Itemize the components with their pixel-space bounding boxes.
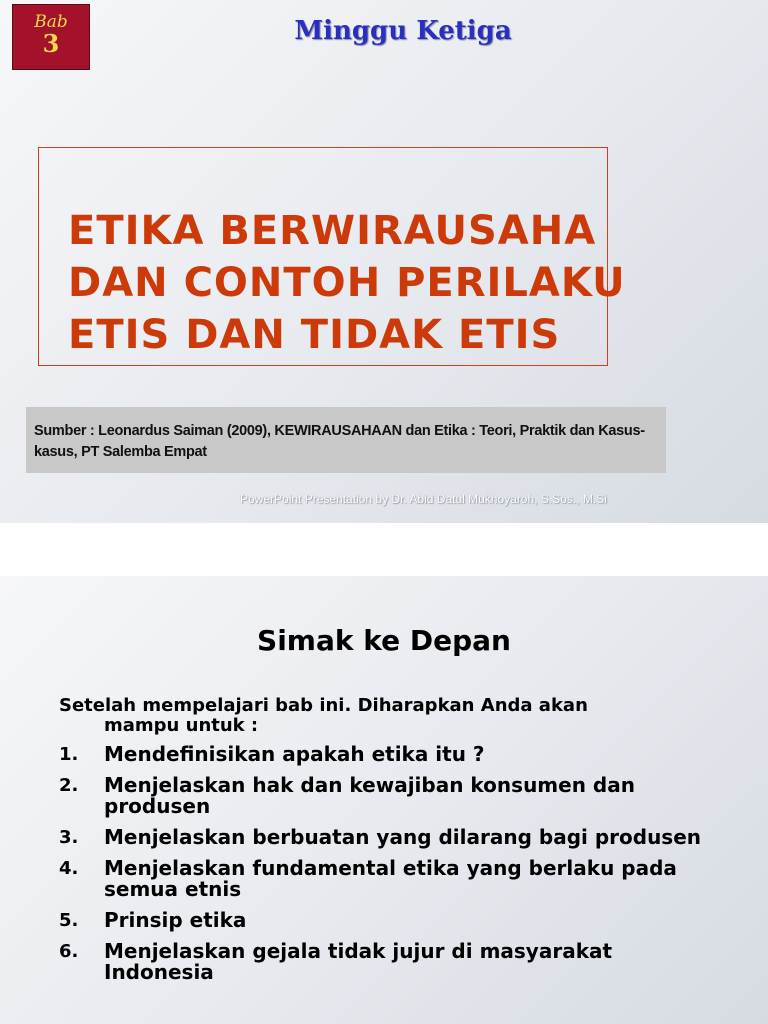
item-number: 2. — [59, 775, 79, 796]
item-text: Menjelaskan hak dan kewajiban konsumen dan produsen — [104, 773, 635, 818]
main-title: ETIKA BERWIRAUSAHA DAN CONTOH PERILAKU ETIS DAN TIDAK ETIS — [68, 208, 626, 358]
item-text: Mendefinisikan apakah etika itu ? — [104, 742, 485, 766]
item-number: 5. — [59, 910, 79, 931]
chapter-number: 3 — [42, 29, 60, 58]
item-text: Menjelaskan fundamental etika yang berlaku pada semua etnis — [104, 856, 677, 901]
item-number: 6. — [59, 941, 79, 962]
list-item — [59, 941, 719, 983]
list-item — [59, 827, 719, 848]
item-text: Prinsip etika — [104, 908, 247, 932]
intro-text — [59, 696, 699, 736]
item-text: Menjelaskan berbuatan yang dilarang bagi produsen — [104, 825, 702, 849]
item-text: Menjelaskan gejala tidak jujur di masyarakat Indonesia — [104, 939, 613, 984]
section-title: Simak ke Depan — [257, 624, 511, 657]
presentation-credit: PowerPoint Presentation by Dr. Abid Datul Mukhoyaroh, S.Sos., M.Si — [240, 492, 607, 506]
intro-line-1: Setelah mempelajari bab ini. Diharapkan Anda akan — [59, 695, 588, 716]
slide-separator — [0, 523, 768, 576]
week-title: Minggu Ketiga — [294, 16, 512, 46]
item-number: 1. — [59, 744, 79, 765]
chapter-badge — [12, 4, 90, 70]
list-item — [59, 910, 719, 931]
slide-objectives — [0, 576, 768, 1024]
objectives-list — [59, 744, 719, 993]
list-item — [59, 858, 719, 900]
item-number: 3. — [59, 827, 79, 848]
item-number: 4. — [59, 858, 79, 879]
chapter-label: Bab — [34, 12, 68, 32]
list-item — [59, 775, 719, 817]
source-citation: Sumber : Leonardus Saiman (2009), KEWIRAUSAHAAN dan Etika : Teori, Praktik dan Kasus-kasus, PT Salemba Empat — [26, 407, 666, 473]
intro-line-2: mampu untuk : — [104, 715, 259, 736]
list-item — [59, 744, 719, 765]
